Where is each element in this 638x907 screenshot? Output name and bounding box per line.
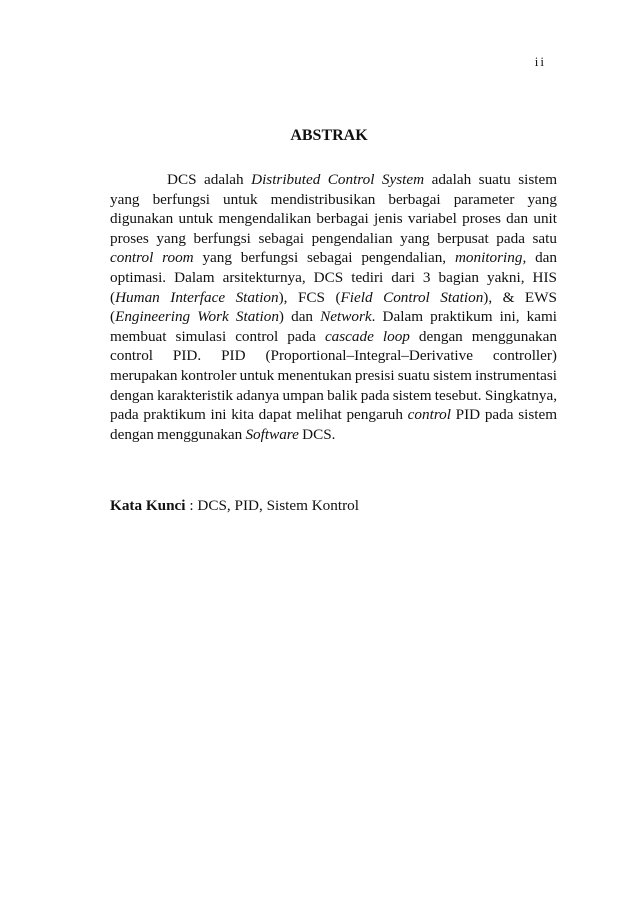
abstract-italic-term: Human Interface Station [115,288,279,306]
abstract-italic-term: cascade loop [324,327,410,345]
abstract-text-run: dengan menggunakan control PID. PID (Proportional–Integral–Derivative controller) merupakan kontroler untuk menentukan presisi suatu sistem instrumentasi dengan karakteristik adanya umpan balik pada sistem tesebut. Singkatnya, pada praktikum ini kita dapat melihat pengaruh [110,327,557,424]
abstract-italic-term: Distributed Control System [251,171,425,188]
abstract-italic-term: Software [245,425,299,443]
abstract-italic-term: Network [320,308,372,326]
page-number: ii [534,54,546,69]
abstract-text-run: DCS. [298,425,336,443]
abstract-text-run: DCS adalah [167,171,252,188]
abstract-text-run: ) dan [278,308,321,326]
abstract-text-run: adalah suatu sistem yang berfungsi untuk mendistribusikan berbagai parameter yang digunakan untuk mengendalikan berbagai jenis variabel proses dan unit proses yang berfungsi sebagai pengendalian yang berpusat pada satu [110,171,558,247]
abstract-text-run: ), & EWS ( [110,288,557,326]
keywords-value: DCS, PID, Sistem Kontrol [197,497,359,514]
abstract-text-run: ), FCS ( [278,288,341,306]
abstract-italic-term: Engineering Work Station [115,308,279,326]
abstract-italic-term: monitoring, [454,249,527,267]
abstract-title: ABSTRAK [290,127,368,144]
abstract-text-run: dan optimasi. Dalam arsitekturnya, DCS tediri dari 3 bagian yakni, HIS ( [110,249,557,306]
keywords-line [110,497,359,515]
abstract-text-run: . Dalam praktikum ini, kami membuat simulasi control pada [110,308,557,345]
abstract-italic-term: Field Control Station [340,288,484,306]
abstract-paragraph [110,170,557,444]
abstract-italic-term: control [407,406,451,424]
abstract-italic-term: control room [110,249,194,267]
abstract-text-run: PID pada sistem dengan menggunakan [110,406,558,443]
keywords-separator: : [185,497,198,514]
abstract-text-run: yang berfungsi sebagai pengendalian, [193,249,455,267]
keywords-label: Kata Kunci [110,497,186,514]
